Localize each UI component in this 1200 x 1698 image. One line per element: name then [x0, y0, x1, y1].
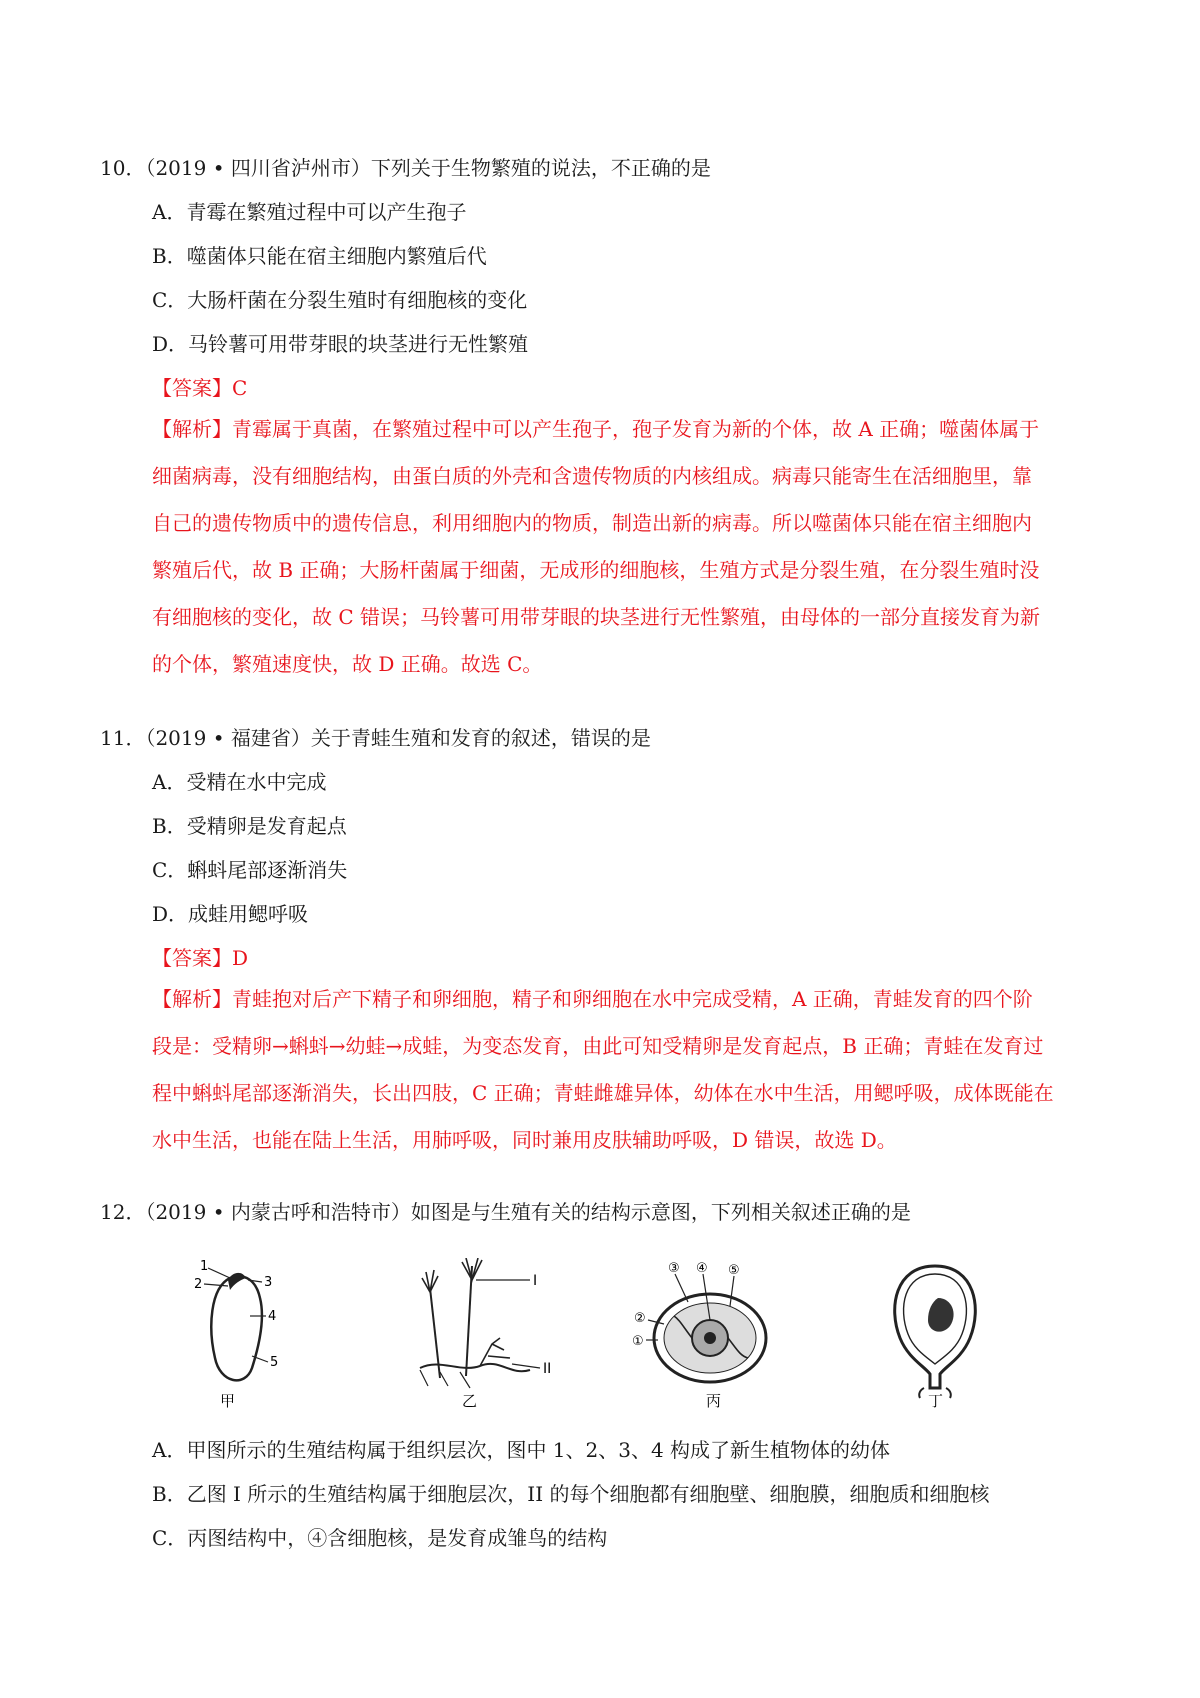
- q10-explain-line: 繁殖后代，故 B 正确；大肠杆菌属于细菌，无成形的细胞核，生殖方式是分裂生殖，在分裂生殖时没: [152, 558, 1040, 582]
- fig-bing-label-1: ①: [632, 1334, 644, 1349]
- fig-jia-label-3: 3: [264, 1275, 273, 1290]
- q10-explain-line: 自己的遗传物质中的遗传信息，利用细胞内的物质，制造出新的病毒。所以噬菌体只能在宿主细胞内: [152, 511, 1032, 535]
- q12-option-c: C．丙图结构中，④含细胞核，是发育成雏鸟的结构: [152, 1526, 608, 1550]
- q10-explain-tag: 【解析】: [152, 417, 232, 441]
- q11-option-b: B．受精卵是发育起点: [152, 814, 347, 838]
- fig-bing-caption: 丙: [706, 1392, 722, 1408]
- fig-bing-label-4: ④: [696, 1261, 708, 1276]
- fig-ding-caption: 丁: [928, 1392, 944, 1408]
- q10-answer-value: C: [232, 376, 248, 400]
- q12-stem: 12．（2019 • 内蒙古呼和浩特市）如图是与生殖有关的结构示意图，下列相关叙述正确的是: [100, 1200, 911, 1224]
- fig-bing-egg: [630, 1258, 790, 1408]
- q10-option-b: B．噬菌体只能在宿主细胞内繁殖后代: [152, 244, 487, 268]
- fig-yi-label-ii: II: [543, 1361, 552, 1377]
- q10-explain-line: 的个体，繁殖速度快，故 D 正确。故选 C。: [152, 652, 543, 676]
- q10-option-d: D．马铃薯可用带芽眼的块茎进行无性繁殖: [152, 332, 529, 356]
- fig-jia-label-2: 2: [194, 1277, 203, 1292]
- q12-option-b: B．乙图 I 所示的生殖结构属于细胞层次，II 的每个细胞都有细胞壁、细胞膜，细胞质和细胞核: [152, 1482, 990, 1506]
- q11-answer-tag: 【答案】: [152, 946, 232, 970]
- q10-explain-line: 细菌病毒，没有细胞结构，由蛋白质的外壳和含遗传物质的内核组成。病毒只能寄生在活细胞里，靠: [152, 464, 1032, 488]
- fig-jia-seed: [190, 1258, 310, 1408]
- fig-bing-label-5: ⑤: [728, 1263, 740, 1278]
- q12-option-a: A．甲图所示的生殖结构属于组织层次，图中 1、2、3、4 构成了新生植物体的幼体: [152, 1438, 891, 1462]
- q10-explanation: [152, 406, 1102, 688]
- q11-explain-tag: 【解析】: [152, 987, 232, 1011]
- q10-option-a: A．青霉在繁殖过程中可以产生孢子: [152, 200, 467, 224]
- q10-answer-tag: 【答案】: [152, 376, 232, 400]
- q11-explain-line: 青蛙抱对后产下精子和卵细胞，精子和卵细胞在水中完成受精，A 正确，青蛙发育的四个阶: [232, 987, 1033, 1011]
- q11-explain-line: 段是：受精卵→蝌蚪→幼蛙→成蛙，为变态发育，由此可知受精卵是发育起点，B 正确；青蛙在发育过: [152, 1034, 1044, 1058]
- fig-jia-label-4: 4: [268, 1309, 277, 1324]
- q11-explanation: [152, 976, 1102, 1164]
- fig-ding-uterus: [880, 1258, 990, 1408]
- fig-bing-label-2: ②: [634, 1311, 646, 1326]
- fig-jia-label-5: 5: [270, 1355, 279, 1370]
- q11-explain-line: 水中生活，也能在陆上生活，用肺呼吸，同时兼用皮肤辅助呼吸，D 错误，故选 D。: [152, 1128, 897, 1152]
- q11-option-d: D．成蛙用鳃呼吸: [152, 902, 309, 926]
- q10-option-c: C．大肠杆菌在分裂生殖时有细胞核的变化: [152, 288, 528, 312]
- q10-explain-line: 青霉属于真菌，在繁殖过程中可以产生孢子，孢子发育为新的个体，故 A 正确；噬菌体属于: [232, 417, 1040, 441]
- q10-stem: 10．（2019 • 四川省泸州市）下列关于生物繁殖的说法，不正确的是: [100, 156, 711, 180]
- q11-option-c: C．蝌蚪尾部逐渐消失: [152, 858, 348, 882]
- q11-explain-line: 程中蝌蚪尾部逐渐消失，长出四肢，C 正确；青蛙雌雄异体，幼体在水中生活，用鳃呼吸，成体既能在: [152, 1081, 1054, 1105]
- fig-yi-moss: [400, 1258, 570, 1408]
- fig-bing-label-3: ③: [668, 1261, 680, 1276]
- fig-jia-caption: 甲: [220, 1392, 236, 1408]
- q11-option-a: A．受精在水中完成: [152, 770, 327, 794]
- fig-yi-caption: 乙: [462, 1392, 478, 1408]
- q11-answer: [152, 944, 248, 972]
- q10-answer: [152, 374, 247, 402]
- q11-stem: 11．（2019 • 福建省）关于青蛙生殖和发育的叙述，错误的是: [100, 726, 651, 750]
- fig-yi-label-i: I: [533, 1273, 538, 1289]
- q10-explain-line: 有细胞核的变化，故 C 错误；马铃薯可用带芽眼的块茎进行无性繁殖，由母体的一部分直接发育为新: [152, 605, 1041, 629]
- fig-jia-label-1: 1: [200, 1259, 209, 1274]
- q12-figure-row: [190, 1258, 990, 1408]
- q11-answer-value: D: [232, 946, 249, 970]
